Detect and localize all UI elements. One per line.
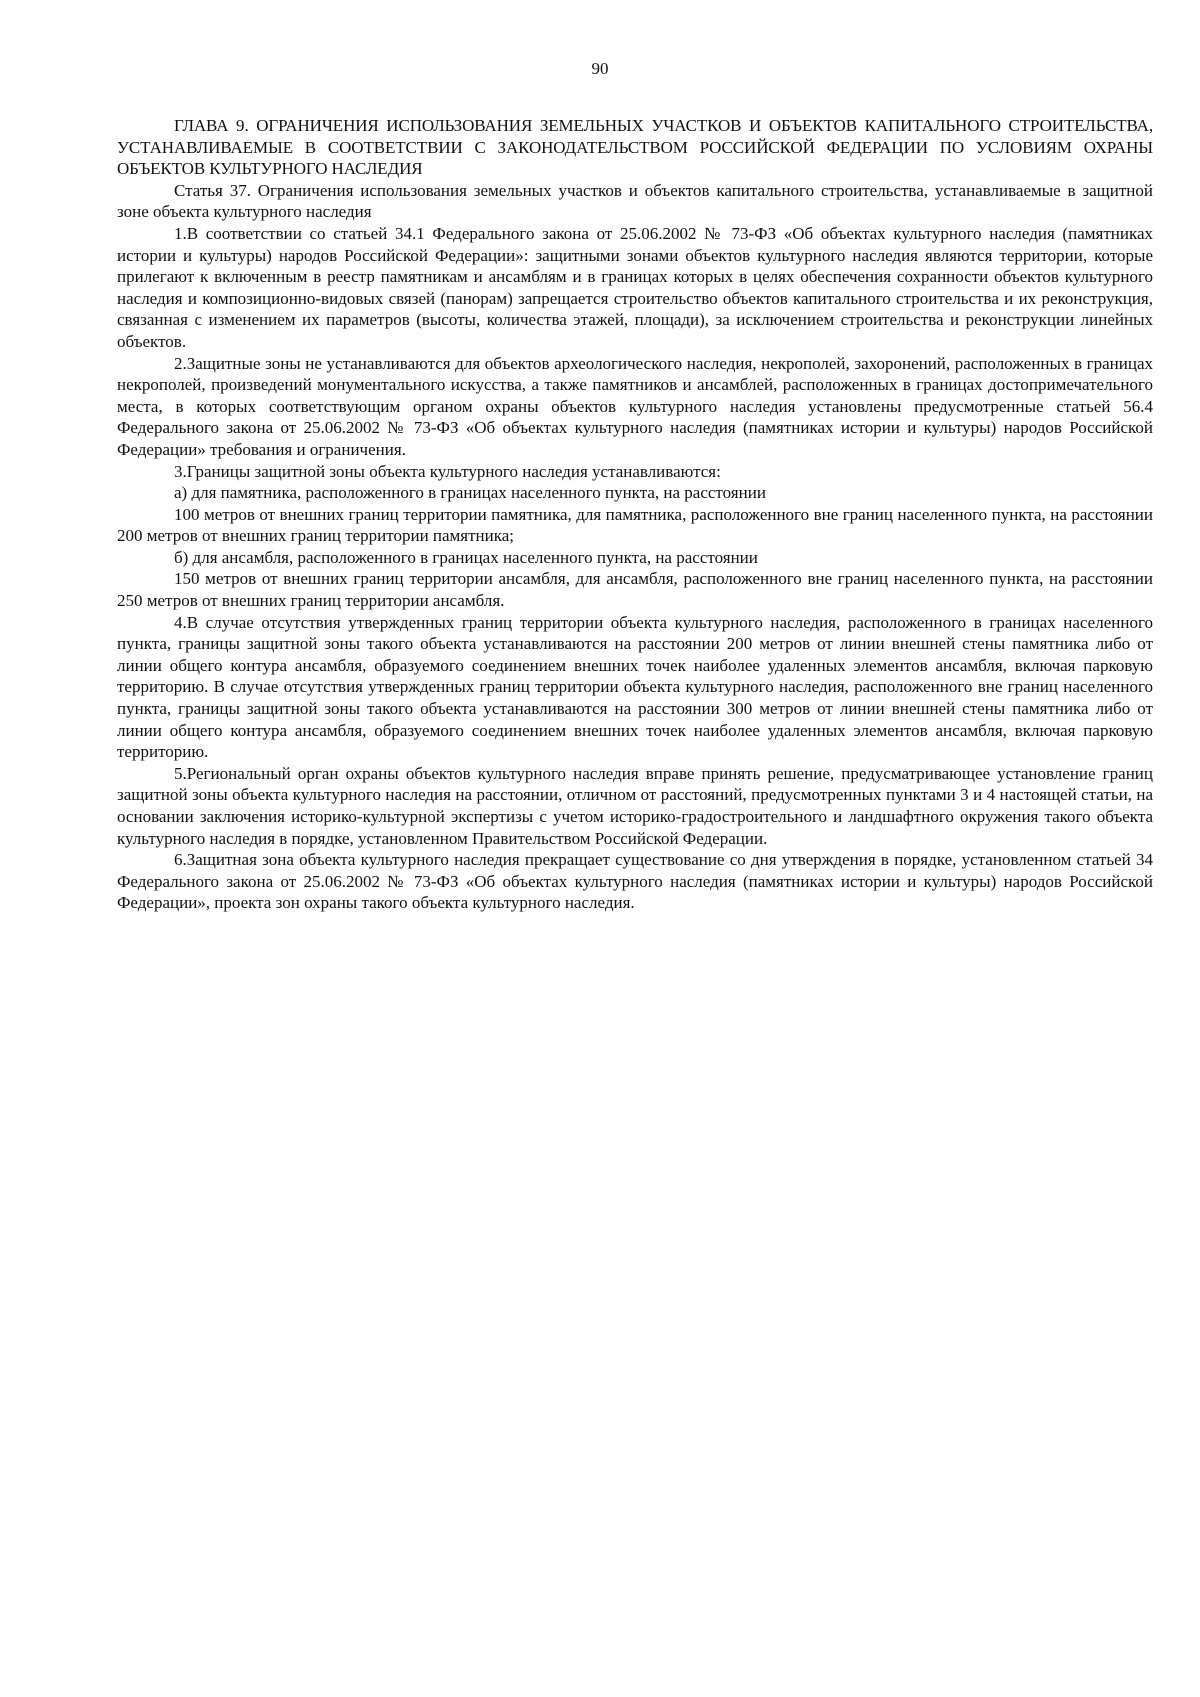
chapter-title: ГЛАВА 9. ОГРАНИЧЕНИЯ ИСПОЛЬЗОВАНИЯ ЗЕМЕЛЬНЫХ УЧАСТКОВ И ОБЪЕКТОВ КАПИТАЛЬНОГО СТРОИТЕЛЬСТВА, УСТАНАВЛИВАЕМЫЕ В СООТВЕТСТВИИ С ЗАКОНОДАТЕЛЬСТВОМ РОССИЙСКОЙ ФЕДЕРАЦИИ ПО УСЛОВИЯМ ОХРАНЫ ОБЪЕКТОВ КУЛЬТУРНОГО НАСЛЕДИЯ xyxy=(117,116,1153,179)
paragraph: 4.В случае отсутствия утвержденных границ территории объекта культурного наследия, расположенного в границах населенного пункта, границы защитной зоны такого объекта устанавливаются на расстоянии 200 метров от линии внешней стены памятника либо от линии общего контура ансамбля, образуемого соединением внешних точек наиболее удаленных элементов ансамбля, включая парковую территорию. В случае отсутствия утвержденных границ территории объекта культурного наследия, расположенного вне границ населенного пункта, границы защитной зоны такого объекта устанавливаются на расстоянии 300 метров от линии внешней стены памятника либо от линии общего контура ансамбля, образуемого соединением внешних точек наиболее удаленных элементов ансамбля, включая парковую территорию. xyxy=(117,612,1153,762)
paragraph: 100 метров от внешних границ территории памятника, для памятника, расположенного вне границ населенного пункта, на расстоянии 200 метров от внешних границ территории памятника; xyxy=(117,504,1153,546)
paragraph: а) для памятника, расположенного в границах населенного пункта, на расстоянии xyxy=(174,483,766,503)
paragraph: 5.Региональный орган охраны объектов культурного наследия вправе принять решение, предусматривающее установление границ защитной зоны объекта культурного наследия на расстоянии, отличном от расстояний, предусмотренных пунктами 3 и 4 настоящей статьи, на основании заключения историко-культурной экспертизы с учетом историко-градостроительного и ландшафтного окружения такого объекта культурного наследия в порядке, установленном Правительством Российской Федерации. xyxy=(117,763,1153,848)
paragraph: 1.В соответствии со статьей 34.1 Федерального закона от 25.06.2002 № 73-ФЗ «Об объектах культурного наследия (памятниках истории и культуры) народов Российской Федерации»: защитными зонами объектов культурного наследия являются территории, которые прилегают к включенным в реестр памятникам и ансамблям и в границах которых в целях обеспечения сохранности объектов культурного наследия и композиционно-видовых связей (панорам) запрещается строительство объектов капитального строительства и их реконструкция, связанная с изменением их параметров (высоты, количества этажей, площади), за исключением строительства и реконструкции линейных объектов. xyxy=(117,223,1153,351)
page-number: 90 xyxy=(591,59,609,78)
paragraph: б) для ансамбля, расположенного в границах населенного пункта, на расстоянии xyxy=(174,547,758,567)
article-title: Статья 37. Ограничения использования земельных участков и объектов капитального строительства, устанавливаемые в защитной зоне объекта культурного наследия xyxy=(117,180,1153,222)
paragraph: 2.Защитные зоны не устанавливаются для объектов археологического наследия, некрополей, захоронений, расположенных в границах некрополей, произведений монументального искусства, а также памятников и ансамблей, расположенных в границах достопримечательного места, в которых соответствующим органом охраны объектов культурного наследия установлены предусмотренные статьей 56.4 Федерального закона от 25.06.2002 № 73-ФЗ «Об объектах культурного наследия (памятниках истории и культуры) народов Российской Федерации» требования и ограничения. xyxy=(117,353,1153,459)
paragraph: 150 метров от внешних границ территории ансамбля, для ансамбля, расположенного вне границ населенного пункта, на расстоянии 250 метров от внешних границ территории ансамбля. xyxy=(117,569,1153,611)
paragraph: 6.Защитная зона объекта культурного наследия прекращает существование со дня утверждения в порядке, установленном статьей 34 Федерального закона от 25.06.2002 № 73-ФЗ «Об объектах культурного наследия (памятниках истории и культуры) народов Российской Федерации», проекта зон охраны такого объекта культурного наследия. xyxy=(117,850,1153,913)
document-body xyxy=(117,115,1153,914)
paragraph: 3.Границы защитной зоны объекта культурного наследия устанавливаются: xyxy=(174,461,721,481)
